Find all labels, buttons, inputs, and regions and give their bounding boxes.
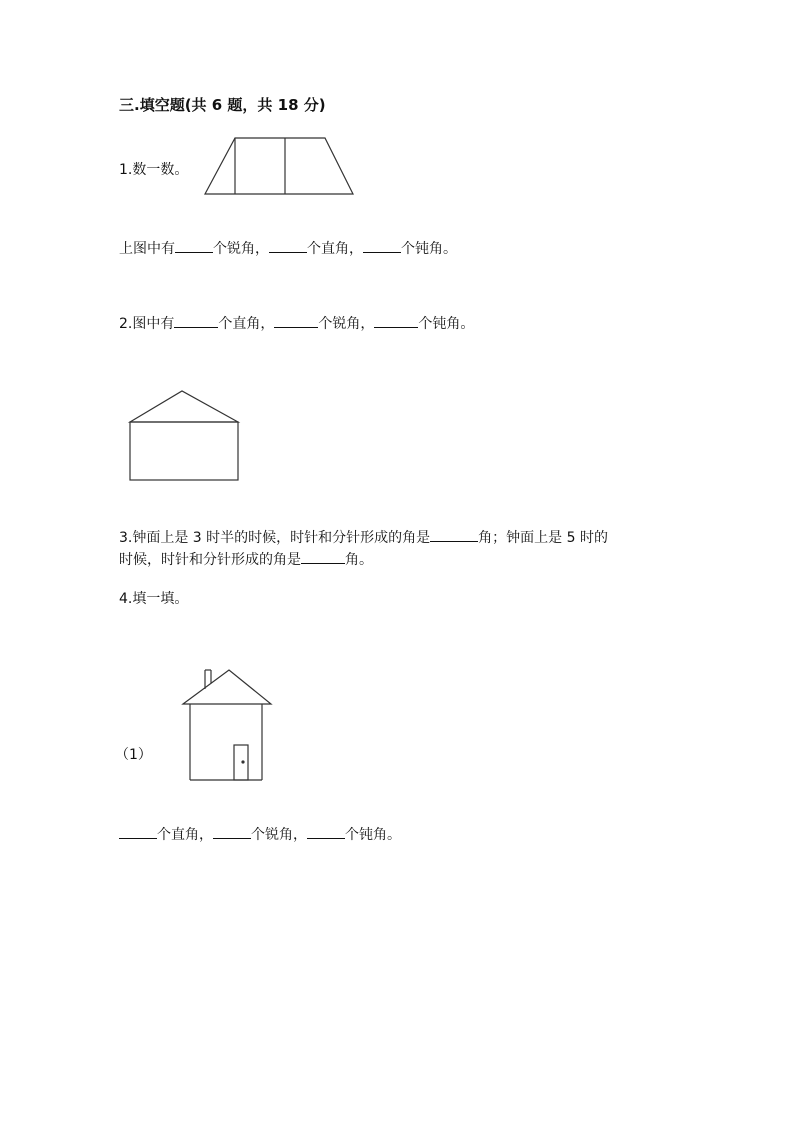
q3-blank-1[interactable] xyxy=(430,527,478,542)
q3-text-4: 角。 xyxy=(345,552,373,568)
q1-blank-acute[interactable] xyxy=(175,238,213,253)
q4-prompt: 4.填一填。 xyxy=(119,591,189,607)
q2-text-3: 个锐角， xyxy=(318,316,375,332)
q1-text-2: 个锐角， xyxy=(213,241,269,257)
trapezoid-figure xyxy=(200,134,360,198)
q2-text-4: 个钝角。 xyxy=(418,316,475,332)
q1-prompt: 1.数一数。 xyxy=(119,162,189,178)
q3-text-2: 角；钟面上是 5 时的 xyxy=(478,530,608,546)
q4-blank-obtuse[interactable] xyxy=(307,824,345,839)
q2-blank-acute[interactable] xyxy=(274,313,318,328)
q3-line-1 xyxy=(119,527,608,549)
q4-blank-acute[interactable] xyxy=(213,824,251,839)
q3-text-1: 3.钟面上是 3 时半的时候，时针和分针形成的角是 xyxy=(119,530,431,546)
q4-answer-line xyxy=(119,824,401,846)
q2-text-2: 个直角， xyxy=(218,316,275,332)
q4-sub-label: （1） xyxy=(115,747,152,763)
q1-text-3: 个直角， xyxy=(307,241,363,257)
q3-blank-2[interactable] xyxy=(301,549,345,564)
q1-answer-line xyxy=(119,238,457,260)
q2-text-1: 2.图中有 xyxy=(119,316,175,332)
q3-line-2 xyxy=(119,549,373,571)
q4-text-1: 个直角， xyxy=(157,827,213,843)
q4-text-3: 个钝角。 xyxy=(345,827,401,843)
q1-blank-obtuse[interactable] xyxy=(363,238,401,253)
q2-blank-obtuse[interactable] xyxy=(374,313,418,328)
q1-blank-right[interactable] xyxy=(269,238,307,253)
q4-blank-right[interactable] xyxy=(119,824,157,839)
q3-text-3: 时候，时针和分针形成的角是 xyxy=(119,552,301,568)
q2-blank-right[interactable] xyxy=(174,313,218,328)
q4-text-2: 个锐角， xyxy=(251,827,307,843)
house-figure xyxy=(180,667,276,783)
q1-text-4: 个钝角。 xyxy=(401,241,457,257)
q1-text-1: 上图中有 xyxy=(119,241,175,257)
q2-line xyxy=(119,313,474,335)
section-title: 三.填空题(共 6 题，共 18 分) xyxy=(119,96,326,114)
pentagon-house-figure xyxy=(126,388,242,484)
